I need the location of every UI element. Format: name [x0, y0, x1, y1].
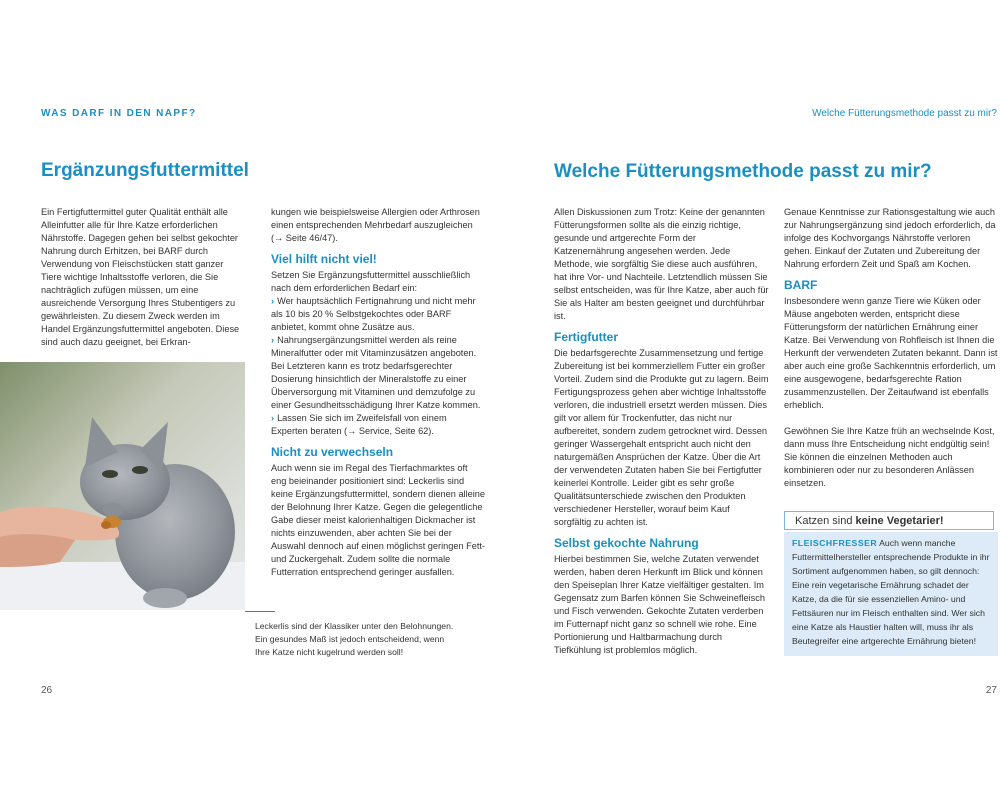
subheading: Nicht zu verwechseln [271, 445, 394, 459]
subheading: Viel hilft nicht viel! [271, 252, 377, 266]
running-header-right: Welche Fütterungsmethode passt zu mir? [812, 108, 997, 119]
body-text: kungen wie beispielsweise Allergien oder Arthrosen einen entsprechenden Mehrbedarf auszugleichen (→ Seite 46/47). [271, 207, 480, 243]
page-number-right: 27 [985, 685, 997, 696]
body-text: Genaue Kenntnisse zur Rationsgestaltung wie auch zur Nahrungsergänzung sind jedoch erforderlich, da infolge des Kochvorgangs Nährstoffe verloren gehen. Einkauf der Zutaten und Zubereitung der Nahrung erfordern Zeit und Spaß am Kochen. [784, 207, 996, 269]
subheading: Fertigfutter [554, 330, 618, 344]
body-text: Allen Diskussionen zum Trotz: Keine der genannten Fütterungsformen sollte als die einzig richtige, gesunde und artgerechte Form der Katzenernährung angesehen werden. Jede Methode, wie sorgfältig Sie diese auch ausführen, hat ihre Vor- und Nachteile. Letztendlich müssen Sie selbst entscheiden, was für Ihre Katze, aber auch für Sie als Halter am besten geeignet und durchführbar ist. [554, 207, 769, 321]
subheading: Selbst gekochte Nahrung [554, 536, 699, 550]
kitten-illustration [0, 362, 245, 610]
bullet-marker: › [271, 413, 275, 423]
bullet-item: › Wer hauptsächlich Fertignahrung und nicht mehr als 10 bis 20 % Selbstgekochtes oder BARF anbietet, kommt ohne Zusätze aus. [271, 296, 476, 332]
info-box-keyword: FLEISCHFRESSER [792, 538, 878, 548]
info-box-title: Katzen sind keine Vegetarier! [784, 511, 994, 530]
body-text: Setzen Sie Ergänzungsfuttermittel ausschließlich nach dem erforderlichen Bedarf ein: [271, 270, 471, 293]
body-text: Die bedarfsgerechte Zusammensetzung und fertige Zubereitung ist bei kommerziellem Futter ein großer Vorteil. Zudem sind die Produkte gut zu lagern. Beim Fertigungsprozess gehen aber wichtige Inhaltsstoffe verloren, die industriell ersetzt werden müssen. Dies gilt vor allem für Trockenfutter, das nicht nur aufbereitet, sondern zudem getrocknet wird. Dessen geringer Wassergehalt entspricht auch nicht den naturgemäßen Ansprüchen der Katze. Über die Art der verwendeten Zutaten haben Sie bei Fertigfutter keinerlei Kontrolle. Leider gibt es sehr große Qualitätsunterschiede zwischen den Produkten verschiedener Hersteller, worauf beim Kauf sorgfältig zu achten ist. [554, 348, 769, 527]
caption-rule [245, 611, 275, 612]
running-header-left: WAS DARF IN DEN NAPF? [41, 108, 197, 119]
body-text: Auch wenn sie im Regal des Tierfachmarktes oft eng beieinander positioniert sind: Leckerlis sind keine Ergänzungsfuttermittel, sondern dienen alleine der Belohnung Ihrer Katze. Gegen die gelegentliche Gabe dieser meist kalorienhaltigen Dickmacher ist nichts einzuwenden, aber achten Sie bei der Auswahl dennoch auf einen möglichst geringen Fett- und Zuckergehalt. Zudem sollte die normale Futterration entsprechend geringer ausfallen. [271, 463, 485, 577]
page-number-left: 26 [41, 685, 53, 696]
body-text: Insbesondere wenn ganze Tiere wie Küken oder Mäuse angeboten werden, entspricht diese Fütterungsform der natürlichen Ernährung einer Katze. Bei Verwendung von Rohfleisch ist Ihnen die Herkunft der verwendeten Zutaten bekannt. Dann ist aber auch eine große Sachkenntnis erforderlich, um eine ausgewogene, bedarfsgerechte Ration zusammenzustellen. Der Zeitaufwand ist ebenfalls erheblich. [784, 296, 998, 410]
bullet-item: › Lassen Sie sich im Zweifelsfall von einem Experten beraten (→ Service, Seite 62). [271, 413, 447, 436]
bullet-marker: › [271, 335, 275, 345]
photo-caption: Leckerlis sind der Klassiker unter den Belohnungen. Ein gesundes Maß ist jedoch entscheidend, wenn Ihre Katze nicht kugelrund werden soll! [255, 621, 454, 657]
left-column-2 [271, 206, 485, 579]
body-text: Gewöhnen Sie Ihre Katze früh an wechselnde Kost, dann muss Ihre Entscheidung nicht endgültig sein! Sie können die einzelnen Methoden auch kombinieren oder nur zu besonderen Anlässen einsetzen. [784, 426, 995, 488]
subheading: BARF [784, 278, 818, 292]
bullet-marker: › [271, 296, 275, 306]
page-title-right: Welche Fütterungsmethode passt zu mir? [554, 161, 932, 182]
right-column-1 [554, 206, 769, 657]
info-box [784, 532, 998, 656]
right-column-2 [784, 206, 998, 490]
body-text: Hierbei bestimmen Sie, welche Zutaten verwendet werden, haben deren Herkunft im Blick und können den Speiseplan Ihrer Katze vielfältiger gestalten. Im Gegensatz zum Barfen können Sie Schweinefleisch und Fisch verwenden. Gekochte Zutaten verderben im Futternapf nicht ganz so schnell wie rohe. Eine Portionierung und Haltbarmachung durch Tiefkühlung ist problemlos möglich. [554, 554, 765, 655]
page-title-left: Ergänzungsfuttermittel [41, 160, 249, 181]
body-text: Ein Fertigfuttermittel guter Qualität enthält alle Alleinfutter alle für Ihre Katze erforderlichen Nährstoffe. Dagegen gehen bei selbst gekochter Nahrung durch Erhitzen, bei BARF durch Verwendung von Fleischstücken statt ganzer Tiere wichtige Inhaltsstoffe verloren, die Sie nachträglich zufügen müssen, um eine ausreichende Versorgung Ihres Stubentigers zu gewährleisten. Zu diesem Zweck werden im Handel Ergänzungsfuttermittel angeboten. Diese sind auch dazu geeignet, bei Erkran- [41, 207, 240, 347]
kitten-photo [0, 362, 245, 610]
info-box-text: Auch wenn manche Futtermittelhersteller entsprechende Produkte in ihr Sortiment aufgenommen haben, so gilt dennoch: Eine rein vegetarische Ernährung schadet der Katze, da die für sie essenziellen Amino- und Fettsäuren nur im Fleisch enthalten sind. Wer sich eine Katze als Haustier halten will, muss ihr als Beutegreifer eine artgerechte Ernährung bieten! [792, 538, 990, 646]
left-column-1 [41, 206, 246, 349]
bullet-item: › Nahrungsergänzungsmittel werden als reine Mineralfutter oder mit Vitaminzusätzen angeboten. Bei Letzteren kann es trotz bedarfsgerechter Dosierung hinsichtlich der Mineralstoffe zu einer Überversorgung mit Vitaminen und demzufolge zu einer Gesundheitsschädigung Ihrer Katze kommen. [271, 335, 481, 410]
